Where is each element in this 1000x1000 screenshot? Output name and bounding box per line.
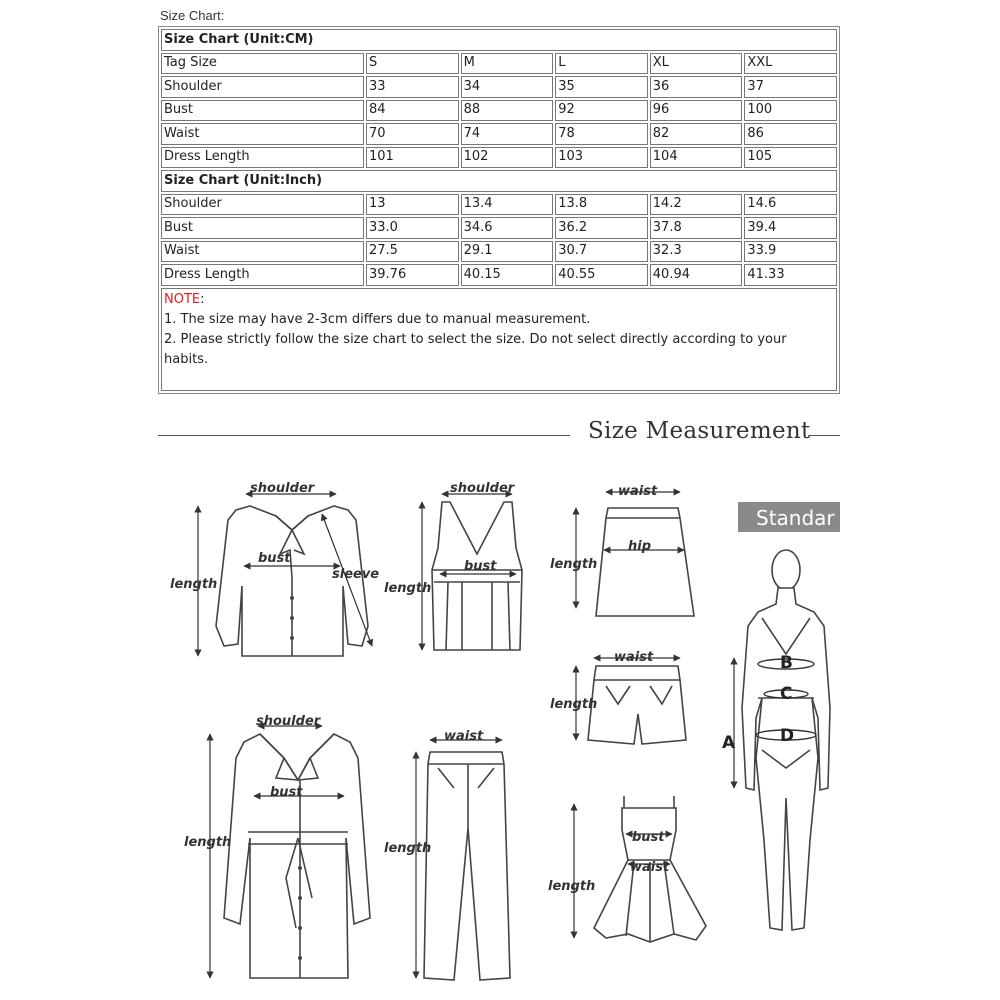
skirt-hip-label: hip xyxy=(628,539,652,554)
table-cell: 88 xyxy=(461,100,554,122)
blouse-button xyxy=(290,616,294,620)
table-cell: 35 xyxy=(555,76,648,98)
blouse-length-label: length xyxy=(170,577,218,592)
table-cell: 84 xyxy=(366,100,459,122)
blouse-button xyxy=(290,636,294,640)
table-cell: 13.4 xyxy=(461,194,554,216)
blouse-sleeve-label: sleeve xyxy=(332,567,380,582)
table-cell: 33 xyxy=(366,76,459,98)
shorts-waist-label: waist xyxy=(614,650,654,665)
table-cell: 96 xyxy=(650,100,743,122)
coat-shape xyxy=(224,734,370,978)
table-cell: 100 xyxy=(744,100,837,122)
table-cell: 105 xyxy=(744,147,837,169)
table-cell: 101 xyxy=(366,147,459,169)
coat-button xyxy=(298,956,302,960)
table-cell: 29.1 xyxy=(461,241,554,263)
body-label-d: D xyxy=(780,726,795,746)
camisole-bust-label: bust xyxy=(464,559,497,574)
header-cell: M xyxy=(461,53,554,75)
table-cell: 40.15 xyxy=(461,264,554,286)
table-row xyxy=(161,288,837,391)
shorts-diagram xyxy=(550,650,686,744)
table-cell: 86 xyxy=(744,123,837,145)
camisole-shoulder-label: shoulder xyxy=(450,481,515,496)
table-cell: 13 xyxy=(366,194,459,216)
blouse-shoulder-label: shoulder xyxy=(250,481,315,496)
table-row xyxy=(161,147,837,169)
skirt-waist-label: waist xyxy=(618,484,658,499)
table-cell: 103 xyxy=(555,147,648,169)
table-cell: 39.4 xyxy=(744,217,837,239)
size-chart-table xyxy=(158,26,840,394)
table-cell: 30.7 xyxy=(555,241,648,263)
coat-diagram xyxy=(184,714,370,978)
header-cell: XL xyxy=(650,53,743,75)
table-cell: 33.9 xyxy=(744,241,837,263)
table-cell: 32.3 xyxy=(650,241,743,263)
note-line-2: 2. Please strictly follow the size chart to select the size. Do not select directly according to your habits. xyxy=(164,331,787,367)
size-measurement-title: Size Measurement xyxy=(588,418,811,444)
table-cell: 13.8 xyxy=(555,194,648,216)
jeans-waist-label: waist xyxy=(444,729,484,744)
header-cell: XXL xyxy=(744,53,837,75)
table-cell: 92 xyxy=(555,100,648,122)
note-cell xyxy=(161,288,837,391)
row-label: Bust xyxy=(161,217,364,239)
row-label: Dress Length xyxy=(161,147,364,169)
row-label: Waist xyxy=(161,241,364,263)
table-cell: 70 xyxy=(366,123,459,145)
table-cell: 40.94 xyxy=(650,264,743,286)
heading-divider-left xyxy=(158,435,570,436)
table-cell: 78 xyxy=(555,123,648,145)
table-row xyxy=(161,170,837,192)
table-cell: 27.5 xyxy=(366,241,459,263)
table-cell: 104 xyxy=(650,147,743,169)
row-label: Waist xyxy=(161,123,364,145)
shorts-shape xyxy=(588,666,686,744)
table-row xyxy=(161,264,837,286)
coat-length-label: length xyxy=(184,835,232,850)
dress-waist-label: waist xyxy=(630,860,670,875)
standard-body-diagram xyxy=(722,502,840,930)
inch-table-title: Size Chart (Unit:Inch) xyxy=(161,170,837,192)
row-label: Bust xyxy=(161,100,364,122)
table-cell: 40.55 xyxy=(555,264,648,286)
table-cell: 34.6 xyxy=(461,217,554,239)
table-row xyxy=(161,100,837,122)
table-row xyxy=(161,29,837,51)
measurement-illustrations xyxy=(158,458,840,988)
body-silhouette xyxy=(742,588,830,930)
table-row xyxy=(161,53,837,75)
table-row xyxy=(161,76,837,98)
row-label: Shoulder xyxy=(161,76,364,98)
camisole-body-shape xyxy=(432,502,522,650)
dress-diagram xyxy=(548,796,706,942)
table-cell: 37 xyxy=(744,76,837,98)
table-cell: 102 xyxy=(461,147,554,169)
table-row xyxy=(161,241,837,263)
table-cell: 34 xyxy=(461,76,554,98)
shorts-length-label: length xyxy=(550,697,598,712)
row-label: Shoulder xyxy=(161,194,364,216)
blouse-bust-label: bust xyxy=(258,551,291,566)
table-cell: 33.0 xyxy=(366,217,459,239)
skirt-diagram xyxy=(550,484,694,616)
body-label-a: A xyxy=(722,733,736,753)
jeans-length-label: length xyxy=(384,841,432,856)
standard-label: Standar xyxy=(756,506,835,530)
dress-length-label: length xyxy=(548,879,596,894)
heading-divider-right xyxy=(810,435,840,436)
table-cell: 37.8 xyxy=(650,217,743,239)
table-row xyxy=(161,194,837,216)
coat-button xyxy=(298,896,302,900)
coat-shoulder-label: shoulder xyxy=(256,714,321,729)
size-chart-caption: Size Chart: xyxy=(160,8,225,23)
row-label: Dress Length xyxy=(161,264,364,286)
note-label: NOTE xyxy=(164,291,201,307)
skirt-length-label: length xyxy=(550,557,598,572)
blouse-diagram xyxy=(170,481,379,656)
table-cell: 36 xyxy=(650,76,743,98)
note-line-1: 1. The size may have 2-3cm differs due to manual measurement. xyxy=(164,311,591,327)
header-cell: Tag Size xyxy=(161,53,364,75)
skirt-shape xyxy=(596,508,694,616)
body-label-c: C xyxy=(780,684,793,704)
table-cell: 36.2 xyxy=(555,217,648,239)
camisole-diagram xyxy=(384,481,522,650)
table-cell: 39.76 xyxy=(366,264,459,286)
table-row xyxy=(161,217,837,239)
note-colon: : xyxy=(200,291,205,307)
table-cell: 41.33 xyxy=(744,264,837,286)
coat-button xyxy=(298,866,302,870)
size-measurement-heading xyxy=(158,418,840,452)
table-cell: 74 xyxy=(461,123,554,145)
dress-bust-label: bust xyxy=(632,830,665,845)
body-head xyxy=(772,550,800,590)
header-cell: S xyxy=(366,53,459,75)
jeans-shape xyxy=(424,752,510,980)
table-row xyxy=(161,123,837,145)
header-cell: L xyxy=(555,53,648,75)
jeans-diagram xyxy=(384,729,510,980)
body-label-b: B xyxy=(780,653,793,673)
table-cell: 14.2 xyxy=(650,194,743,216)
coat-button xyxy=(298,926,302,930)
blouse-button xyxy=(290,596,294,600)
table-cell: 14.6 xyxy=(744,194,837,216)
table-cell: 82 xyxy=(650,123,743,145)
cm-table-title: Size Chart (Unit:CM) xyxy=(161,29,837,51)
camisole-length-label: length xyxy=(384,581,432,596)
coat-bust-label: bust xyxy=(270,785,303,800)
